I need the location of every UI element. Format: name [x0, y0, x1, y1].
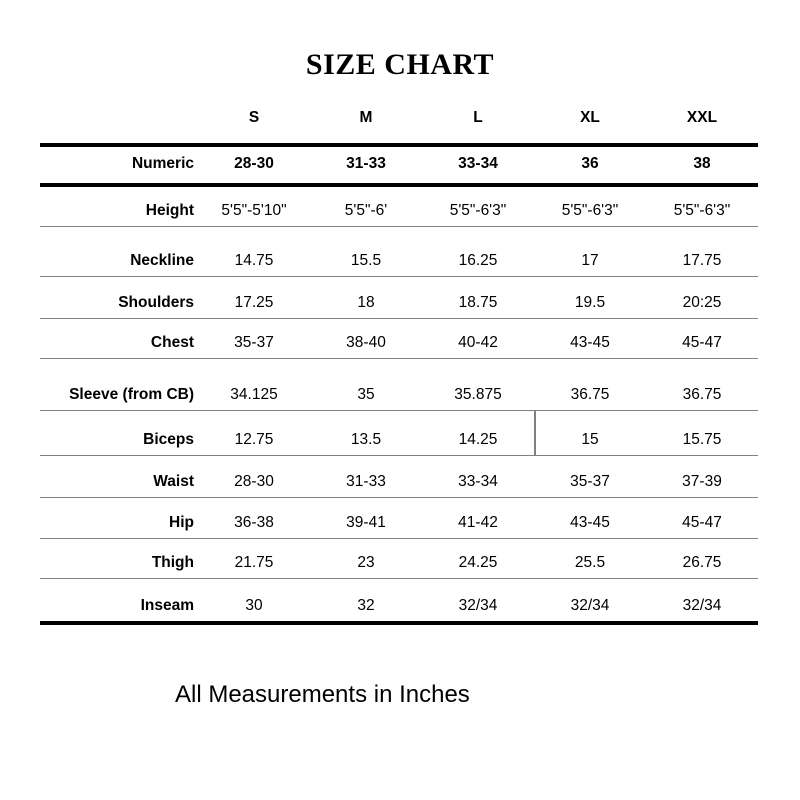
table-cell: 37-39: [682, 473, 722, 490]
table-row-waist: [40, 456, 758, 498]
table-cell: 17.75: [682, 252, 722, 269]
table-cell: 21.75: [234, 554, 274, 571]
column-header-m: M: [359, 109, 373, 126]
table-cell: 17: [581, 252, 599, 269]
table-cell: 35.875: [454, 386, 502, 403]
table-row-sleeve-from-cb: [40, 359, 758, 411]
table-cell: 34.125: [230, 386, 278, 403]
table-cell: 5'5"-6'3": [449, 202, 507, 219]
table-row-inseam: [40, 579, 758, 625]
table-cell: 13.5: [350, 431, 382, 448]
table-cell: 25.5: [574, 554, 606, 571]
table-cell: 32/34: [458, 597, 498, 614]
table-cell: 16.25: [458, 252, 498, 269]
table-cell: 41-42: [458, 514, 498, 531]
table-cell: 30: [245, 597, 263, 614]
column-header-s: S: [248, 109, 260, 126]
table-cell: 17.25: [234, 294, 274, 311]
table-cell: 45-47: [682, 514, 722, 531]
table-row-chest: [40, 319, 758, 359]
table-cell: 35-37: [234, 334, 274, 351]
table-cell: 39-41: [346, 514, 386, 531]
table-cell: 45-47: [682, 334, 722, 351]
table-cell: 36.75: [570, 386, 610, 403]
table-cell: 18: [357, 294, 375, 311]
row-label: Shoulders: [118, 294, 194, 311]
table-cell: 18.75: [458, 294, 498, 311]
table-cell: 20:25: [682, 294, 722, 311]
row-label: Waist: [153, 473, 194, 490]
column-header-l: L: [473, 109, 483, 126]
table-cell: 43-45: [570, 514, 610, 531]
table-cell: 15: [581, 431, 599, 448]
table-row-neckline: [40, 227, 758, 277]
table-header-row: [40, 91, 758, 147]
row-label: Height: [145, 202, 194, 219]
table-cell: 19.5: [574, 294, 606, 311]
table-cell: 38: [693, 155, 711, 172]
row-label: Hip: [169, 514, 194, 531]
table-cell: 36: [581, 155, 599, 172]
table-cell: 35-37: [570, 473, 610, 490]
table-cell: 5'5"-6'3": [673, 202, 731, 219]
table-row-height: [40, 187, 758, 227]
table-cell: 33-34: [458, 473, 498, 490]
column-header-xl: XL: [580, 109, 600, 126]
row-label: Sleeve (from CB): [69, 386, 194, 403]
table-cell: 14.25: [458, 431, 498, 448]
row-label: Biceps: [143, 431, 194, 448]
table-cell: 5'5"-6'3": [561, 202, 619, 219]
table-cell: 14.75: [234, 252, 274, 269]
table-cell: 40-42: [458, 334, 498, 351]
table-cell: 23: [357, 554, 375, 571]
table-cell: 38-40: [346, 334, 386, 351]
table-cell: 15.75: [682, 431, 722, 448]
table-cell: 26.75: [682, 554, 722, 571]
table-cell: 28-30: [234, 473, 274, 490]
table-cell: 36-38: [234, 514, 274, 531]
measurements-footnote: All Measurements in Inches: [175, 681, 470, 708]
page-title: SIZE CHART: [305, 48, 495, 81]
row-label: Inseam: [140, 597, 194, 614]
table-cell: 31-33: [346, 155, 386, 172]
column-header-xxl: XXL: [686, 109, 718, 126]
table-cell: 32: [357, 597, 375, 614]
row-label: Numeric: [131, 155, 194, 172]
table-row-numeric: [40, 147, 758, 187]
table-cell: 31-33: [346, 473, 386, 490]
table-cell: 43-45: [570, 334, 610, 351]
table-cell: 15.5: [350, 252, 382, 269]
table-cell: 33-34: [458, 155, 498, 172]
row-label: Neckline: [130, 252, 194, 269]
row-label: Chest: [150, 334, 194, 351]
table-row-hip: [40, 498, 758, 539]
table-cell: 32/34: [570, 597, 610, 614]
row-label: Thigh: [151, 554, 194, 571]
table-cell: 28-30: [234, 155, 274, 172]
size-chart-table: [40, 91, 758, 625]
table-cell: 12.75: [234, 431, 274, 448]
table-cell: 32/34: [682, 597, 722, 614]
table-row-thigh: [40, 539, 758, 579]
table-cell: 36.75: [682, 386, 722, 403]
table-row-shoulders: [40, 277, 758, 319]
table-row-biceps: [40, 411, 758, 456]
table-cell: 5'5"-5'10": [221, 202, 287, 219]
table-cell: 5'5"-6': [344, 202, 388, 219]
header-empty-cell: [40, 127, 198, 143]
table-cell: 24.25: [458, 554, 498, 571]
table-cell: 35: [357, 386, 375, 403]
